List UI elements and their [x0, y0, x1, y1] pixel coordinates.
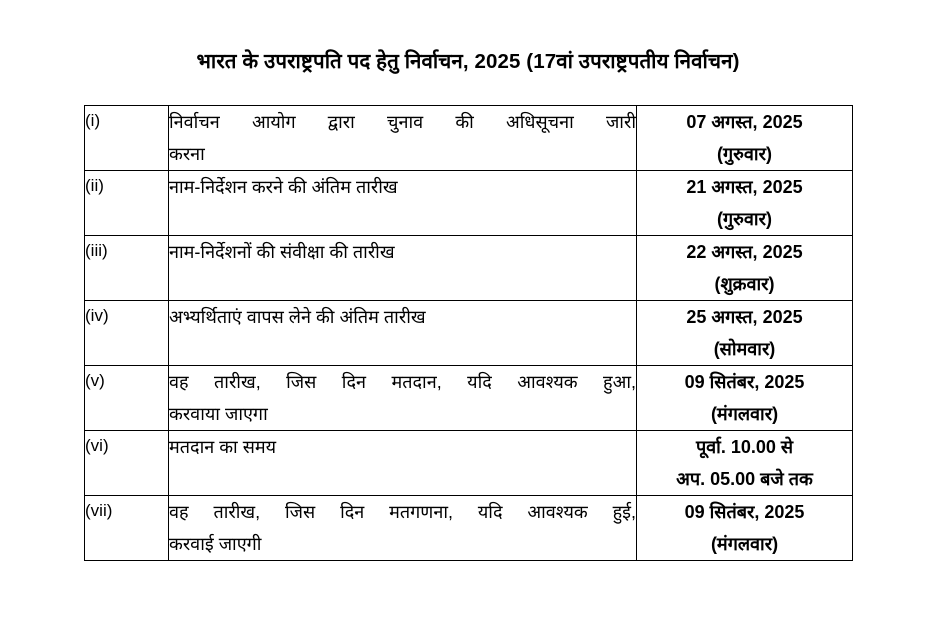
row-description: [169, 431, 637, 496]
row-serial-number: (v): [85, 366, 169, 431]
row-description-line-1: नाम-निर्देशनों की संवीक्षा की तारीख: [169, 242, 395, 262]
row-description: [169, 301, 637, 366]
row-serial-number: (iii): [85, 236, 169, 301]
row-serial-number: (ii): [85, 171, 169, 236]
row-date-line-1: 09 सितंबर, 2025: [684, 502, 805, 522]
row-date-line-1: 21 अगस्त, 2025: [686, 177, 803, 197]
row-description-line-1: अभ्यर्थिताएं वापस लेने की अंतिम तारीख: [169, 307, 426, 327]
row-date-line-2: (सोमवार): [713, 339, 776, 359]
table-row: [85, 496, 853, 561]
row-description-line-1: मतदान का समय: [169, 437, 277, 457]
row-description: [169, 236, 637, 301]
row-description: [169, 496, 637, 561]
table-row: [85, 106, 853, 171]
row-date-line-2: (गुरुवार): [717, 209, 772, 229]
table-row: [85, 171, 853, 236]
row-description-line-2: करवाया जाएगा: [169, 404, 268, 424]
row-description: [169, 171, 637, 236]
row-date: [637, 431, 853, 496]
row-description-line-1: निर्वाचन आयोग द्वारा चुनाव की अधिसूचना जारी: [169, 112, 636, 132]
row-date: [637, 171, 853, 236]
row-date-line-1: 07 अगस्त, 2025: [686, 112, 803, 132]
row-date-line-2: (मंगलवार): [710, 404, 779, 424]
row-description-line-1: वह तारीख, जिस दिन मतगणना, यदि आवश्यक हुई,: [169, 502, 636, 522]
row-serial-number: (vi): [85, 431, 169, 496]
row-date-line-1: पूर्वा. 10.00 से: [695, 437, 794, 457]
row-date: [637, 301, 853, 366]
page-title: भारत के उपराष्ट्रपति पद हेतु निर्वाचन, 2025 (17वां उपराष्ट्रपतीय निर्वाचन): [196, 50, 740, 73]
row-serial-number: (i): [85, 106, 169, 171]
row-date-line-2: अप. 05.00 बजे तक: [676, 469, 813, 489]
table-row: [85, 366, 853, 431]
row-date: [637, 366, 853, 431]
row-date-line-1: 22 अगस्त, 2025: [686, 242, 803, 262]
table-body: [85, 106, 853, 561]
row-date-line-1: 25 अगस्त, 2025: [686, 307, 803, 327]
row-date: [637, 496, 853, 561]
row-description-line-1: नाम-निर्देशन करने की अंतिम तारीख: [169, 177, 398, 197]
row-description-line-2: करना: [169, 144, 205, 164]
row-date-line-2: (शुक्रवार): [714, 274, 775, 294]
election-schedule-table: [84, 105, 853, 561]
row-date-line-1: 09 सितंबर, 2025: [684, 372, 805, 392]
row-description-line-1: वह तारीख, जिस दिन मतदान, यदि आवश्यक हुआ,: [169, 372, 636, 392]
row-description: [169, 106, 637, 171]
row-serial-number: (vii): [85, 496, 169, 561]
table-row: [85, 236, 853, 301]
row-date-line-2: (गुरुवार): [717, 144, 772, 164]
row-date: [637, 106, 853, 171]
row-description-line-2: करवाई जाएगी: [169, 534, 262, 554]
row-description: [169, 366, 637, 431]
table-row: [85, 431, 853, 496]
row-serial-number: (iv): [85, 301, 169, 366]
table-row: [85, 301, 853, 366]
row-date-line-2: (मंगलवार): [710, 534, 779, 554]
row-date: [637, 236, 853, 301]
